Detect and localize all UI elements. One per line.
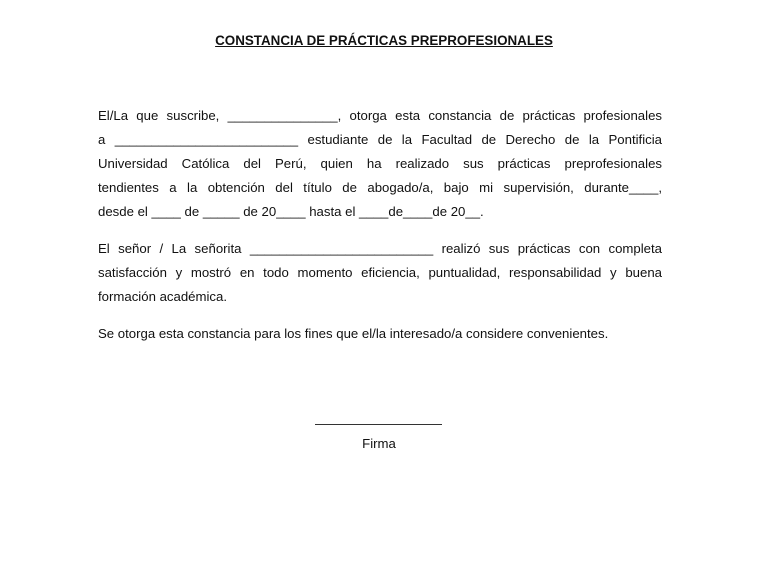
text-line: El/La que suscribe, _______________, otorga esta constancia de prácticas profesionales — [98, 108, 662, 123]
text-line: El señor / La señorita _________________________ realizó sus prácticas con completa — [98, 241, 662, 256]
text-line: formación académica. — [98, 289, 228, 304]
paragraph-certification — [98, 104, 662, 224]
text-line: Se otorga esta constancia para los fines que el/la interesado/a considere convenientes. — [98, 326, 609, 341]
document-title: CONSTANCIA DE PRÁCTICAS PREPROFESIONALES — [215, 33, 553, 48]
paragraph-performance — [98, 237, 662, 309]
text-line: desde el ____ de _____ de 20____ hasta el ____de____de 20__. — [98, 204, 484, 219]
paragraph-closing — [98, 322, 662, 346]
text-line: satisfacción y mostró en todo momento eficiencia, puntualidad, responsabilidad y buena — [98, 265, 662, 280]
signature-line — [315, 424, 442, 425]
text-line: tendientes a la obtención del título de abogado/a, bajo mi supervisión, durante____, — [98, 180, 662, 195]
signature-label: Firma — [362, 436, 396, 451]
text-line: a _________________________ estudiante de la Facultad de Derecho de la Pontificia — [98, 132, 662, 147]
text-line: Universidad Católica del Perú, quien ha realizado sus prácticas preprofesionales — [98, 156, 662, 171]
